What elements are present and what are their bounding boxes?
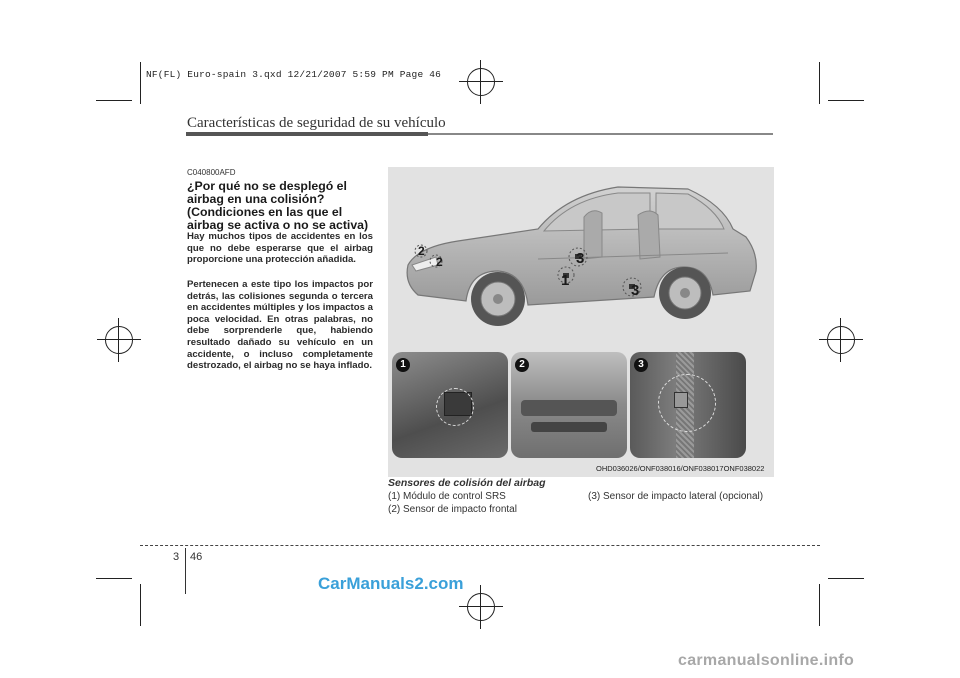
crop-mark: [96, 100, 132, 101]
panel-badge: 2: [515, 358, 529, 372]
page-divider: [185, 548, 186, 594]
footer-rule: [140, 545, 820, 546]
callout-number: 2: [436, 255, 443, 269]
detail-photo-front-sensor: [511, 352, 627, 458]
rear-wheel: [659, 267, 711, 319]
crop-mark: [828, 578, 864, 579]
registration-mark-icon: [467, 68, 495, 96]
callout-number: 3: [631, 282, 640, 299]
caption-item: (1) Módulo de control SRS: [388, 491, 506, 502]
title-rule: [428, 133, 773, 135]
crop-mark: [828, 100, 864, 101]
crop-mark: [96, 578, 132, 579]
watermark-link[interactable]: carmanualsonline.info: [678, 652, 855, 669]
callout-number: 1: [561, 272, 570, 289]
front-wheel: [471, 272, 525, 326]
chapter-number: 3: [173, 551, 180, 563]
page-number: 46: [190, 551, 203, 563]
crop-mark: [819, 584, 820, 626]
figure-caption-title: Sensores de colisión del airbag: [388, 477, 546, 489]
registration-mark-icon: [467, 593, 495, 621]
caption-item: (2) Sensor de impacto frontal: [388, 504, 517, 515]
registration-mark-icon: [105, 326, 133, 354]
seat: [584, 211, 602, 259]
registration-mark-icon: [827, 326, 855, 354]
figure-reference-code: OHD036026/ONF038016/ONF038017ONF038022: [596, 464, 765, 473]
title-rule: [186, 132, 428, 136]
crop-mark: [819, 62, 820, 104]
panel-badge: 3: [634, 358, 648, 372]
watermark-link[interactable]: CarManuals2.com: [318, 574, 464, 593]
article-paragraph: Hay muchos tipos de accidentes en los que no debe esperarse que el airbag proporcione una protección añadida.: [187, 231, 373, 266]
callout-number: 3: [576, 250, 585, 267]
slug-line: NF(FL) Euro-spain 3.qxd 12/21/2007 5:59 PM Page 46: [146, 69, 442, 80]
article-paragraph: Pertenecen a este tipo los impactos por detrás, las colisiones segunda o tercera en accidentes múltiples y los impactos a poca velocidad. En otras palabras, no debe sorprenderle que, habiendo resultado dañado su vehículo en un accidente, o incluso completamente destrozado, el airbag no se haya inflado.: [187, 279, 373, 372]
detail-photo-side-sensor: [630, 352, 746, 458]
seat: [638, 211, 660, 259]
callout-number: 2: [418, 244, 425, 258]
caption-item: (3) Sensor de impacto lateral (opcional): [588, 491, 764, 502]
article-heading: ¿Por qué no se desplegó el airbag en una colisión? (Condiciones en las que el airbag se activa o no se activa): [187, 179, 369, 232]
crop-mark: [140, 584, 141, 626]
panel-badge: 1: [396, 358, 410, 372]
detail-photo-srs-module: [392, 352, 508, 458]
article-code: C040800AFD: [187, 168, 236, 177]
crop-mark: [140, 62, 141, 104]
section-title: Características de seguridad de su vehículo: [187, 115, 446, 131]
